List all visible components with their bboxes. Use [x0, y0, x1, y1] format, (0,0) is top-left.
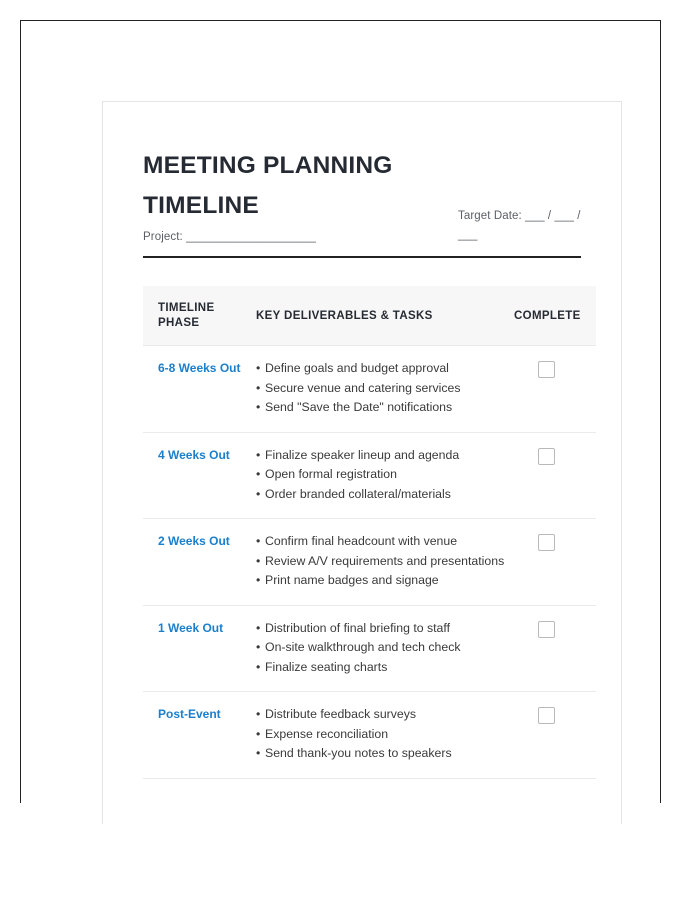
task-list [256, 705, 514, 764]
task-text: Send thank-you notes to speakers [265, 746, 452, 760]
task-item [256, 658, 514, 678]
task-text: Finalize speaker lineup and agenda [265, 447, 460, 462]
bullet-icon: • [256, 361, 261, 375]
document-masthead [143, 102, 583, 258]
task-item [256, 446, 514, 466]
phase-label: 2 Weeks Out [143, 519, 256, 606]
task-list [256, 359, 514, 418]
phase-label: 4 Weeks Out [143, 432, 256, 519]
bullet-icon: • [256, 534, 261, 548]
complete-cell [514, 346, 596, 433]
task-list [256, 619, 514, 678]
task-list-cell [256, 432, 514, 519]
task-text: Order branded collateral/materials [265, 486, 451, 501]
task-list [256, 446, 514, 505]
bullet-icon: • [256, 447, 261, 462]
task-text: Print name badges and signage [265, 573, 439, 587]
target-date-field[interactable]: Target Date: ___ / ___ / ___ [458, 210, 581, 241]
task-text: On-site walkthrough and tech check [265, 640, 461, 654]
task-item [256, 465, 514, 485]
timeline-table-body [143, 346, 596, 779]
complete-checkbox[interactable] [538, 621, 555, 638]
task-item [256, 552, 514, 572]
column-header-tasks: KEY DELIVERABLES & TASKS [256, 286, 514, 346]
complete-cell [514, 692, 596, 779]
task-list-cell [256, 346, 514, 433]
bullet-icon: • [256, 640, 261, 654]
task-item [256, 532, 514, 552]
bullet-icon: • [256, 400, 261, 414]
bullet-icon: • [256, 620, 261, 635]
window-frame [20, 20, 661, 803]
page-content [143, 102, 583, 779]
task-text: Expense reconciliation [265, 726, 389, 741]
task-text: Distribution of final briefing to staff [265, 620, 451, 635]
bullet-icon: • [256, 746, 261, 760]
complete-cell [514, 432, 596, 519]
column-header-complete: COMPLETE [514, 286, 596, 346]
complete-checkbox[interactable] [538, 534, 555, 551]
task-text: Confirm final headcount with venue [265, 534, 458, 548]
table-header-row [143, 286, 596, 346]
table-row [143, 346, 596, 433]
page-title: MEETING PLANNING TIMELINE [143, 152, 393, 219]
task-list-cell [256, 519, 514, 606]
task-item [256, 705, 514, 725]
task-item [256, 398, 514, 418]
bullet-icon: • [256, 486, 261, 501]
task-text: Define goals and budget approval [265, 361, 449, 375]
task-text: Distribute feedback surveys [265, 707, 417, 721]
table-row [143, 692, 596, 779]
bullet-icon: • [256, 553, 261, 568]
task-list [256, 532, 514, 591]
task-item [256, 359, 514, 379]
task-item [256, 744, 514, 764]
bullet-icon: • [256, 467, 261, 481]
complete-cell [514, 519, 596, 606]
task-text: Open formal registration [265, 467, 397, 481]
task-text: Secure venue and catering services [265, 380, 461, 395]
phase-label: Post-Event [143, 692, 256, 779]
task-item [256, 571, 514, 591]
task-text: Finalize seating charts [265, 659, 388, 674]
bullet-icon: • [256, 573, 261, 587]
document-page [102, 101, 622, 824]
timeline-table [143, 286, 596, 779]
bullet-icon: • [256, 726, 261, 741]
task-list-cell [256, 605, 514, 692]
phase-label: 6-8 Weeks Out [143, 346, 256, 433]
complete-checkbox[interactable] [538, 707, 555, 724]
table-row [143, 605, 596, 692]
task-text: Review A/V requirements and presentations [265, 553, 505, 568]
table-row [143, 432, 596, 519]
complete-checkbox[interactable] [538, 361, 555, 378]
column-header-phase: TIMELINE PHASE [143, 286, 256, 346]
task-text: Send "Save the Date" notifications [265, 400, 453, 414]
phase-label: 1 Week Out [143, 605, 256, 692]
masthead-divider [143, 256, 581, 258]
complete-checkbox[interactable] [538, 448, 555, 465]
project-field[interactable]: Project: ____________________ [143, 231, 316, 243]
task-item [256, 725, 514, 745]
task-item [256, 379, 514, 399]
table-row [143, 519, 596, 606]
task-item [256, 619, 514, 639]
bullet-icon: • [256, 659, 261, 674]
bullet-icon: • [256, 380, 261, 395]
task-item [256, 485, 514, 505]
bullet-icon: • [256, 707, 261, 721]
task-list-cell [256, 692, 514, 779]
complete-cell [514, 605, 596, 692]
task-item [256, 638, 514, 658]
